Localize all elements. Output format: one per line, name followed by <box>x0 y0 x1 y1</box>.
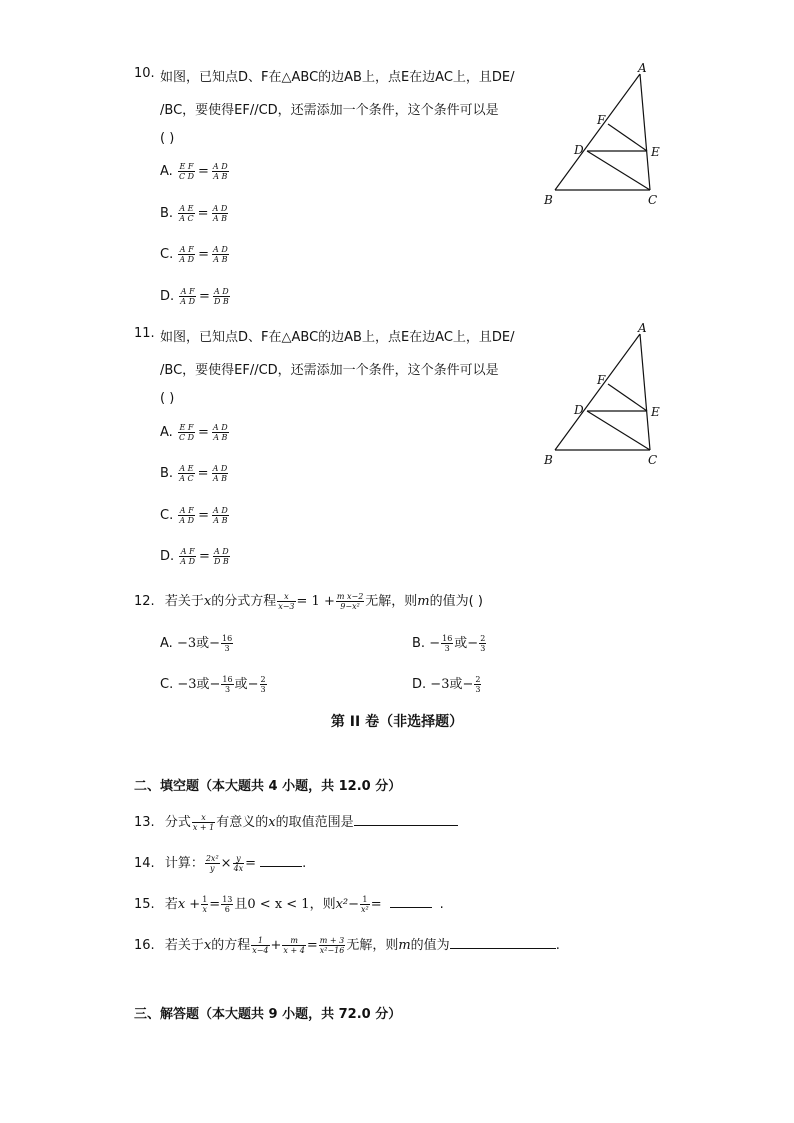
q12-option-d[interactable]: D. −3或− $\frac{2}{3}$ <box>412 675 481 694</box>
q10-option-b[interactable]: B. $\frac{\text{A E}}{\text{A C}}$ = $\frac{\text{A D}}{\text{A B}}$ <box>160 204 228 223</box>
section2-heading: 二、填空题（本大题共 4 小题，共 12.0 分） <box>134 779 402 794</box>
q15-answer-blank[interactable] <box>390 895 432 908</box>
q10-number: 10. <box>134 66 155 81</box>
q14-answer-blank[interactable] <box>260 854 302 867</box>
q11-label-c: C <box>648 453 658 467</box>
q10-label-b: B <box>544 193 553 207</box>
q13: 13. 分式 $\frac{x}{x + 1}$ 有意义的x的取值范围是 <box>134 811 458 832</box>
q11-triangle-figure <box>540 322 670 472</box>
part2-title: 第 II 卷（非选择题） <box>330 714 464 730</box>
q16-answer-blank[interactable] <box>450 936 556 949</box>
q12-stem: 12. 若关于x的分式方程 $\frac{x}{x-3}$ = 1 + $\frac{\text{m x−2}}{\text{9−x²}}$ 无解，则m的值为( ) <box>134 592 483 611</box>
q11-option-d[interactable]: D. $\frac{\text{A F}}{\text{A D}}$ = $\frac{\text{A D}}{\text{D B}}$ <box>160 547 229 566</box>
q10-triangle-figure <box>540 62 670 212</box>
q12-option-c[interactable]: C. −3或− $\frac{16}{3}$ 或− $\frac{2}{3}$ <box>160 675 266 694</box>
q10-label-a: A <box>638 62 647 75</box>
q13-answer-blank[interactable] <box>354 813 458 826</box>
q11-text-line2: /BC，要使得EF//CD，还需添加一个条件，这个条件可以是 <box>160 363 499 378</box>
q10-answer-paren: ( ) <box>160 131 175 146</box>
q10-label-f: F <box>597 113 606 127</box>
q11-option-c[interactable]: C. $\frac{\text{A F}}{\text{A D}}$ = $\frac{\text{A D}}{\text{A B}}$ <box>160 506 228 525</box>
q11-label-b: B <box>544 453 553 467</box>
q11-label-e: E <box>651 405 660 419</box>
q11-answer-paren: ( ) <box>160 391 175 406</box>
q10-option-d[interactable]: D. $\frac{\text{A F}}{\text{A D}}$ = $\frac{\text{A D}}{\text{D B}}$ <box>160 287 229 306</box>
q14: 14. 计算： $\frac{\text{2x²}}{y}$ × $\frac{y}{4x}$ = . <box>134 854 307 873</box>
q10-text-line2: /BC，要使得EF//CD，还需添加一个条件，这个条件可以是 <box>160 103 499 118</box>
q10-label-e: E <box>651 145 660 159</box>
q11-number: 11. <box>134 326 155 341</box>
section3-heading: 三、解答题（本大题共 9 小题，共 72.0 分） <box>134 1007 402 1022</box>
q11-option-b[interactable]: B. $\frac{\text{A E}}{\text{A C}}$ = $\frac{\text{A D}}{\text{A B}}$ <box>160 464 228 483</box>
q10-option-c[interactable]: C. $\frac{\text{A F}}{\text{A D}}$ = $\frac{\text{A D}}{\text{A B}}$ <box>160 245 228 264</box>
q10-label-c: C <box>648 193 658 207</box>
q15: 15. 若x + $\frac{1}{x}$ = $\frac{13}{6}$ 且0 < x < 1，则x²− $\frac{1}{\text{x²}}$ = . <box>134 895 444 914</box>
q12-option-b[interactable]: B. − $\frac{16}{3}$ 或− $\frac{2}{3}$ <box>412 634 486 653</box>
q10-label-d: D <box>574 143 584 157</box>
q11-label-f: F <box>597 373 606 387</box>
q11-label-a: A <box>638 322 647 335</box>
q11-label-d: D <box>574 403 584 417</box>
q11-text-line1: 如图，已知点D、F在△ABC的边AB上，点E在边AC上，且DE/ <box>160 330 515 345</box>
q10-option-a[interactable]: A. $\frac{\text{E F}}{\text{C D}}$ = $\frac{\text{A D}}{\text{A B}}$ <box>160 162 228 181</box>
q10-text-line1: 如图，已知点D、F在△ABC的边AB上，点E在边AC上，且DE/ <box>160 70 515 85</box>
q12-option-a[interactable]: A. −3或− $\frac{16}{3}$ <box>160 634 233 653</box>
q16: 16. 若关于x的方程 $\frac{1}{x-4}$ + $\frac{m}{x + 4}$ = $\frac{m + 3}{\text{x²−16}}$ 无解，则m的值为 . <box>134 936 560 955</box>
q11-option-a[interactable]: A. $\frac{\text{E F}}{\text{C D}}$ = $\frac{\text{A D}}{\text{A B}}$ <box>160 423 228 442</box>
